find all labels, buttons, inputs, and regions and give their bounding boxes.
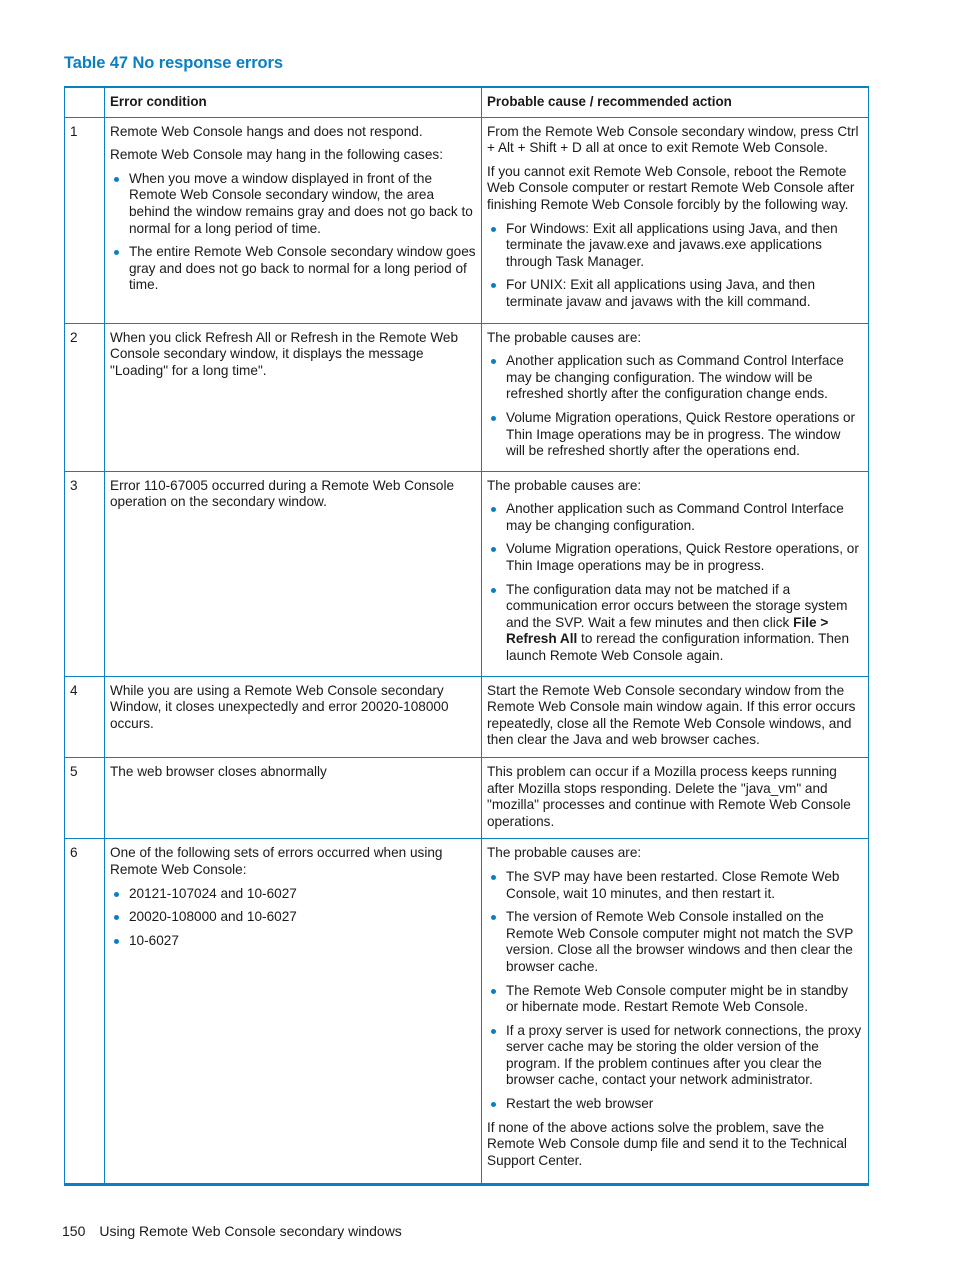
action-cell (482, 839, 869, 1185)
no-response-errors-table (64, 86, 869, 1186)
action-text: If none of the above actions solve the problem, save the Remote Web Console dump file and send it to the Technical Support Center. (487, 1119, 847, 1168)
table-row (65, 839, 869, 1185)
action-text: From the Remote Web Console secondary window, press Ctrl + Alt + Shift + D all at once to exit Remote Web Console. (487, 123, 859, 156)
table-row (65, 676, 869, 757)
table-header-row (65, 87, 869, 117)
list-item: Volume Migration operations, Quick Restore operations or Thin Image operations may be in progress. The window will be refreshed shortly after the operations end. (487, 410, 863, 460)
list-item: The Remote Web Console computer might be in standby or hibernate mode. Restart Remote Web Console. (487, 983, 863, 1016)
row-number: 3 (65, 471, 105, 676)
condition-text: Remote Web Console hangs and does not respond. (110, 123, 423, 139)
table-caption: Table 47 No response errors (64, 54, 283, 72)
header-number (65, 87, 105, 117)
rich-text-after: to reread the configuration information. Then launch Remote Web Console again. (506, 631, 850, 663)
action-text: The probable causes are: (487, 329, 642, 345)
row-number: 4 (65, 676, 105, 757)
condition-text: One of the following sets of errors occurred when using Remote Web Console: (110, 845, 443, 877)
page-footer (62, 1223, 402, 1239)
action-cell (482, 323, 869, 471)
section-title: Using Remote Web Console secondary windows (99, 1223, 402, 1239)
list-item: 20020-108000 and 10-6027 (110, 909, 476, 926)
list-item: Another application such as Command Control Interface may be changing configuration. The window will be refreshed shortly after the configuration change ends. (487, 353, 863, 403)
error-condition-cell (105, 676, 482, 757)
list-item: Restart the web browser (487, 1096, 863, 1113)
action-cell (482, 117, 869, 323)
table-row (65, 117, 869, 323)
list-item: The version of Remote Web Console installed on the Remote Web Console computer might not match the SVP version. Close all the browser windows and then clear the browser cache. (487, 909, 863, 975)
error-condition-cell (105, 117, 482, 323)
action-text: This problem can occur if a Mozilla process keeps running after Mozilla stops responding. Delete the "java_vm" and "mozilla" processes and continue with Remote Web Console operations. (487, 763, 851, 829)
action-text: The probable causes are: (487, 845, 642, 861)
row-number: 2 (65, 323, 105, 471)
row-number: 5 (65, 757, 105, 838)
condition-list (110, 171, 476, 294)
error-condition-cell (105, 839, 482, 1185)
action-text: If you cannot exit Remote Web Console, reboot the Remote Web Console computer or restart Remote Web Console after finishing Remote Web Console forcibly by the following way. (487, 163, 855, 212)
error-condition-cell (105, 323, 482, 471)
table-row (65, 471, 869, 676)
menu-path-file-refresh-all: File > Refresh All (506, 614, 829, 647)
row-number: 1 (65, 117, 105, 323)
table-row (65, 757, 869, 838)
header-probable-cause: Probable cause / recommended action (482, 87, 869, 117)
list-item: Volume Migration operations, Quick Restore operations, or Thin Image operations may be in progress. (487, 541, 863, 574)
action-cell (482, 757, 869, 838)
list-item: For Windows: Exit all applications using Java, and then terminate the javaw.exe and javaws.exe applications through Task Manager. (487, 221, 863, 271)
condition-text: Error 110-67005 occurred during a Remote Web Console operation on the secondary window. (110, 477, 455, 510)
list-item: If a proxy server is used for network connections, the proxy server cache may be storing the older version of the program. If the problem continues after you clear the browser cache, contact your network administrator. (487, 1023, 863, 1089)
list-item: 10-6027 (110, 933, 476, 950)
action-cell (482, 471, 869, 676)
rich-text-before: The configuration data may not be matched if a communication error occurs between the storage system and the SVP. Wait a few minutes and then click (506, 581, 848, 630)
action-list (487, 869, 863, 1113)
action-list (487, 221, 863, 311)
action-text: Start the Remote Web Console secondary window from the Remote Web Console main window again. If this error occurs repeatedly, close all the Remote Web Console windows, and then clear the Java and web browser caches. (487, 682, 856, 748)
error-condition-cell (105, 757, 482, 838)
action-list (487, 353, 863, 460)
action-text: The probable causes are: (487, 477, 642, 493)
condition-text: The web browser closes abnormally (110, 763, 327, 779)
condition-text: Remote Web Console may hang in the following cases: (110, 147, 443, 163)
header-error-condition: Error condition (105, 87, 482, 117)
condition-text: While you are using a Remote Web Console secondary Window, it closes unexpectedly and error 20020-108000 occurs. (110, 682, 449, 731)
page-number: 150 (62, 1223, 86, 1239)
table-row (65, 323, 869, 471)
condition-text: When you click Refresh All or Refresh in the Remote Web Console secondary window, it displays the message "Loading" for a long time". (110, 329, 459, 378)
action-list (487, 501, 863, 664)
list-item: The SVP may have been restarted. Close Remote Web Console, wait 10 minutes, and then restart it. (487, 869, 863, 902)
condition-list (110, 886, 476, 950)
list-item: When you move a window displayed in front of the Remote Web Console secondary window, the area behind the window remains gray and does not go back to normal for a long period of time. (110, 171, 476, 237)
list-item: 20121-107024 and 10-6027 (110, 886, 476, 903)
list-item: For UNIX: Exit all applications using Java, and then terminate javaw and javaws with the kill command. (487, 277, 863, 310)
list-item: Another application such as Command Control Interface may be changing configuration. (487, 501, 863, 534)
action-cell (482, 676, 869, 757)
row-number: 6 (65, 839, 105, 1185)
error-condition-cell (105, 471, 482, 676)
list-item (487, 582, 863, 665)
list-item: The entire Remote Web Console secondary window goes gray and does not go back to normal for a long period of time. (110, 244, 476, 294)
